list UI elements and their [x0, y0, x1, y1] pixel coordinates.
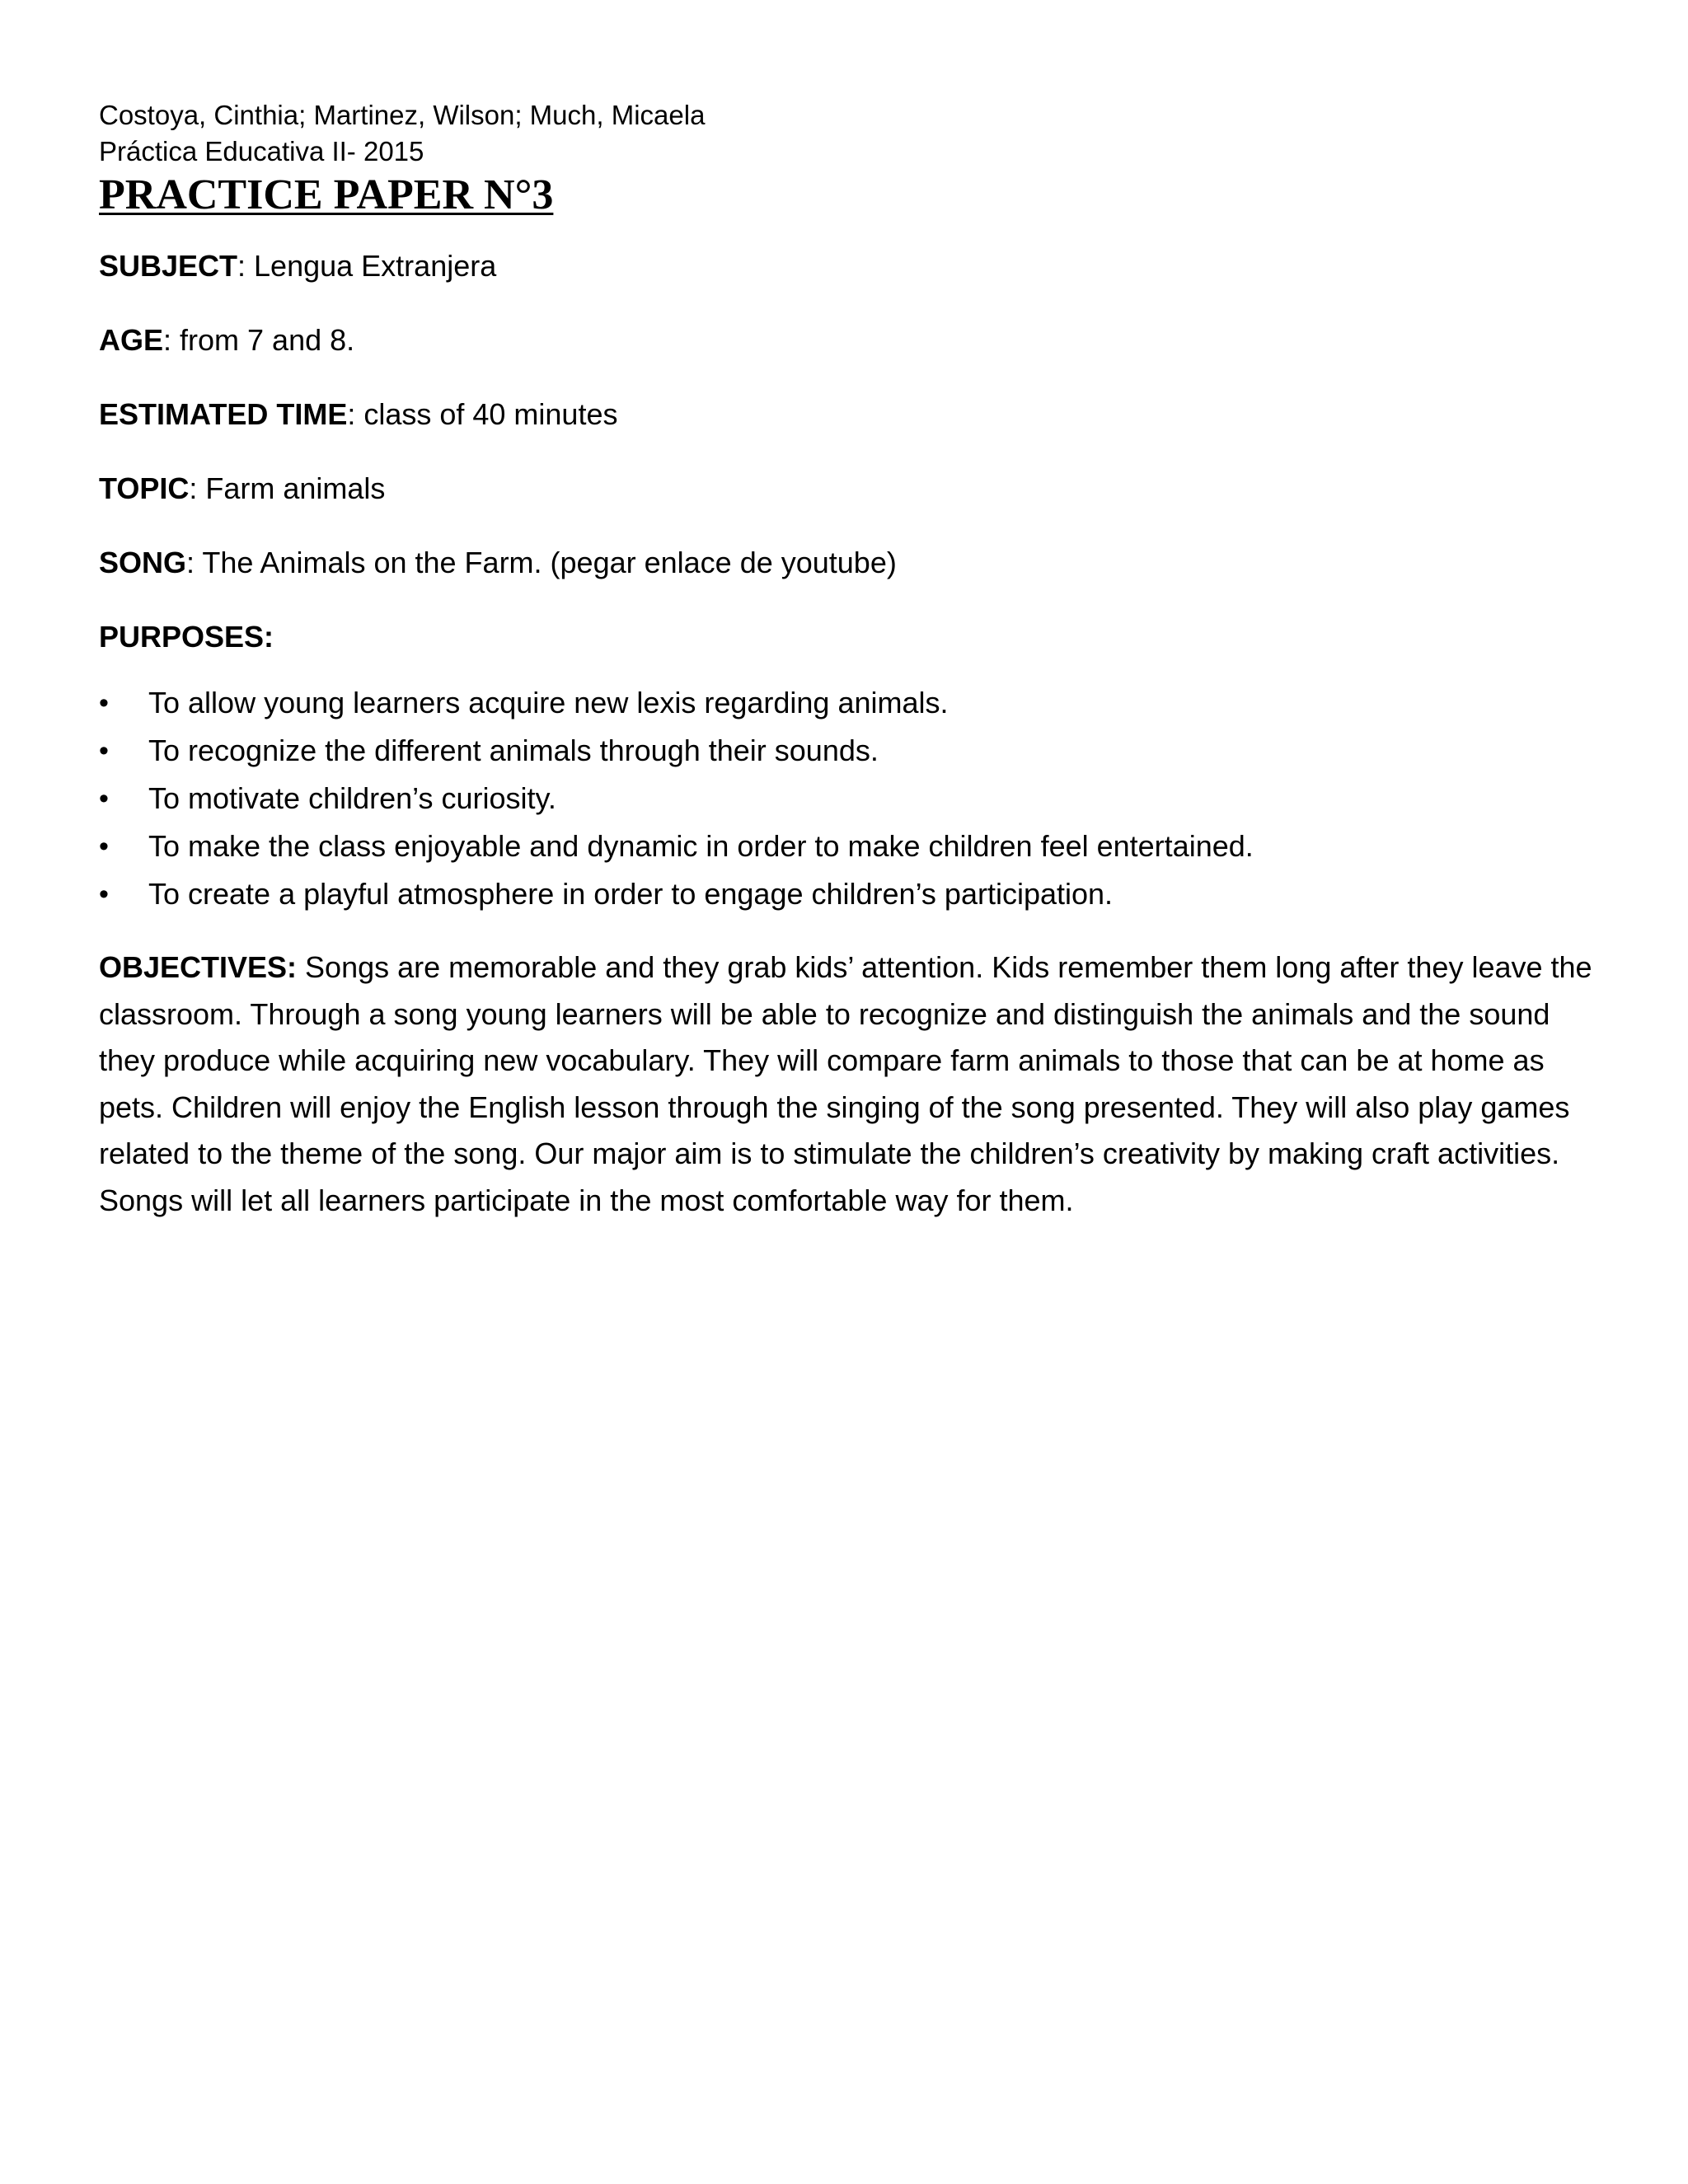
- subject-label: SUBJECT: [99, 249, 238, 283]
- bullet-icon: •: [99, 735, 109, 766]
- list-item: [99, 870, 1599, 918]
- song-value: : The Animals on the Farm. (pegar enlace de youtube): [186, 546, 897, 579]
- objectives-paragraph: [99, 944, 1599, 1224]
- bullet-icon: •: [99, 879, 109, 910]
- age-value: : from 7 and 8.: [163, 323, 355, 357]
- estimated-time-value: : class of 40 minutes: [347, 397, 618, 431]
- list-item: [99, 727, 1599, 775]
- purpose-text: To make the class enjoyable and dynamic in order to make children feel entertained.: [148, 829, 1254, 863]
- bullet-icon: •: [99, 783, 109, 814]
- age-field: [99, 320, 1599, 361]
- authors-line: Costoya, Cinthia; Martinez, Wilson; Much, Micaela: [99, 100, 706, 130]
- course-line: Práctica Educativa II- 2015: [99, 136, 424, 166]
- purpose-text: To motivate children’s curiosity.: [148, 781, 556, 815]
- age-label: AGE: [99, 323, 164, 357]
- topic-value: : Farm animals: [189, 471, 386, 505]
- bullet-icon: •: [99, 831, 109, 862]
- topic-label: TOPIC: [99, 471, 190, 505]
- topic-field: [99, 468, 1599, 509]
- purpose-text: To allow young learners acquire new lexis regarding animals.: [148, 686, 949, 719]
- purposes-heading: PURPOSES:: [99, 620, 274, 654]
- estimated-time-label: ESTIMATED TIME: [99, 397, 348, 431]
- purposes-list: [99, 679, 1599, 918]
- estimated-time-field: [99, 394, 1599, 435]
- objectives-text: Songs are memorable and they grab kids’ attention. Kids remember them long after they leave the classroom. Through a song young learners will be able to recognize and distinguish the animals and the sound they produce while acquiring new vocabulary. They will compare farm animals to those that can be at home as pets. Children will enjoy the English lesson through the singing of the song presented. They will also play games related to the theme of the song. Our major aim is to stimulate the children’s creativity by making craft activities. Songs will let all learners participate in the most comfortable way for them.: [99, 950, 1592, 1217]
- song-field: [99, 542, 1599, 583]
- page-title: PRACTICE PAPER N°3: [99, 171, 554, 218]
- bullet-icon: •: [99, 687, 109, 719]
- objectives-label: OBJECTIVES:: [99, 950, 298, 984]
- subject-value: : Lengua Extranjera: [237, 249, 497, 283]
- document-page: [99, 97, 1599, 1224]
- list-item: [99, 679, 1599, 727]
- purpose-text: To recognize the different animals through their sounds.: [148, 733, 879, 767]
- list-item: [99, 823, 1599, 870]
- list-item: [99, 775, 1599, 823]
- song-label: SONG: [99, 546, 187, 579]
- purpose-text: To create a playful atmosphere in order to engage children’s participation.: [148, 877, 1114, 911]
- subject-field: [99, 246, 1599, 287]
